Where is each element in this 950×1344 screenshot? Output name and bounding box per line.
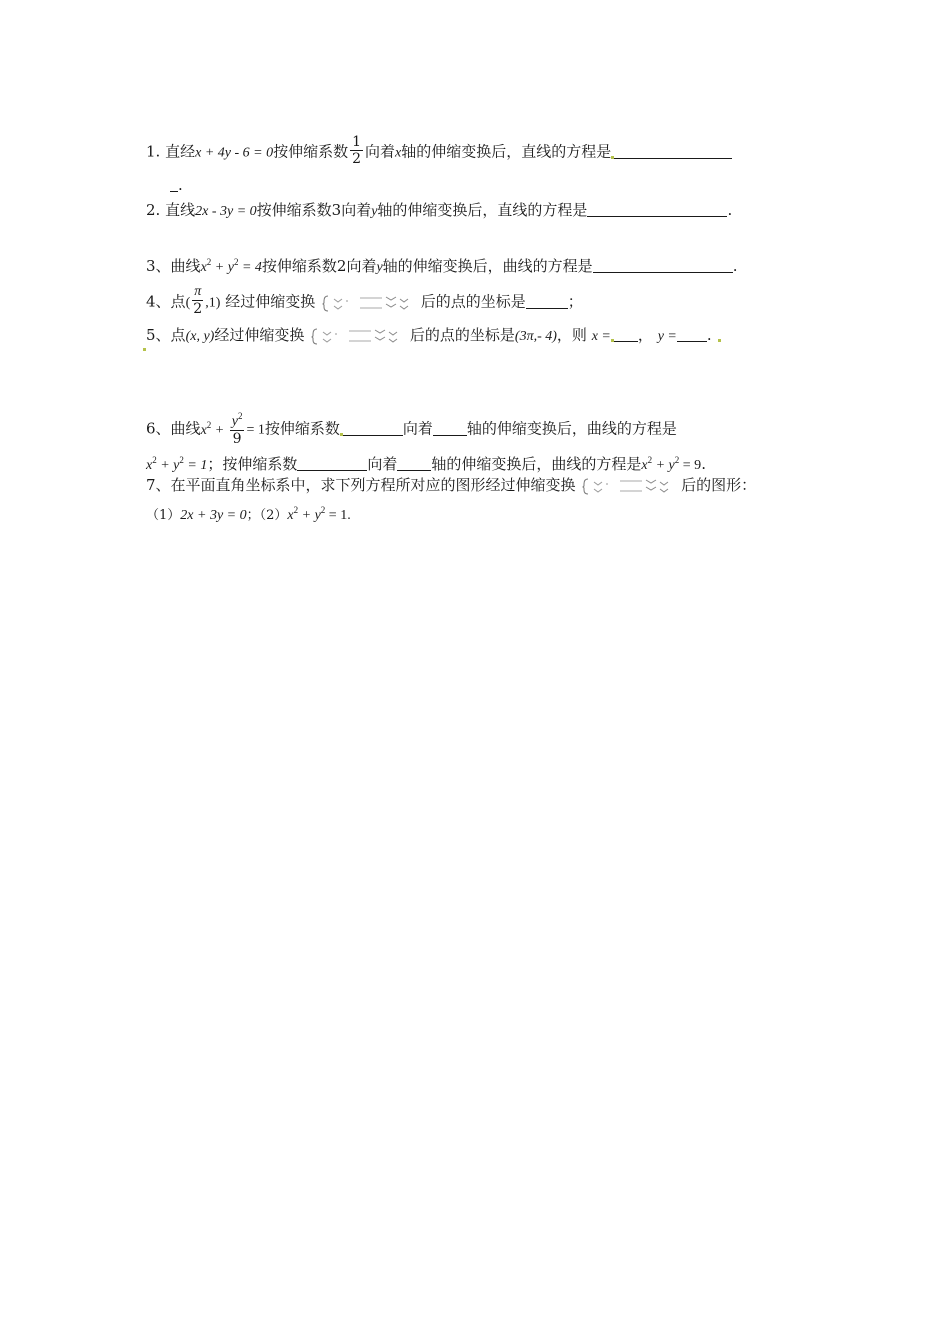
equation: x + 4y - 6 = 0 (195, 145, 274, 161)
question-6-line-2: $x^2 + y^2 = 1$；按伸缩系数 向着 轴的伸缩变换后，曲线的方程是$x^2 + y^2 = 9$. (146, 455, 706, 473)
answer-blank[interactable] (170, 177, 178, 192)
fraction: $\frac{1}{2}$ (352, 134, 362, 167)
answer-blank[interactable] (343, 421, 403, 436)
question-5: 5、点(x, y)经过伸缩变换 后的点的坐标是(3π,- 4)，则 x = ， y = . (146, 325, 721, 347)
question-7: 7、在平面直角坐标系中，求下列方程所对应的图形经过伸缩变换 后的图形： (146, 476, 757, 494)
transformation-formula-image (580, 476, 676, 496)
marker-dot (143, 348, 146, 351)
equation: $x^2 + y^2 = 4$ (200, 257, 262, 275)
question-4: 4、点( $\frac{\pi}{2}$ ,1) 经过伸缩变换 后的点的坐标是 ； (146, 284, 583, 317)
answer-blank-y[interactable] (677, 327, 707, 342)
answer-blank-x[interactable] (614, 327, 638, 342)
question-3: 3、曲线$x^2 + y^2 = 4$按伸缩系数2向着y轴的伸缩变换后，曲线的方程是 . (146, 257, 738, 275)
transformation-formula-image (309, 326, 405, 346)
answer-blank[interactable] (433, 421, 467, 436)
answer-blank[interactable] (587, 202, 727, 217)
question-6: 6、曲线$x^2$ + $\frac{y^2}{9}$ = 1按伸缩系数 向着 轴的伸缩变换后，曲线的方程是 (146, 410, 677, 449)
question-2: 2. 直线2x - 3y = 0按伸缩系数3向着y轴的伸缩变换后，直线的方程是 . (146, 201, 733, 219)
answer-blank[interactable] (593, 258, 733, 273)
transformation-formula-image (320, 293, 416, 313)
question-number: 3 (146, 257, 156, 275)
question-number: 4 (146, 292, 156, 311)
question-number: 6 (146, 419, 156, 438)
marker-dot (718, 339, 721, 342)
question-1-continuation: . (170, 175, 183, 195)
question-7-subparts: （1）2x + 3y = 0；$(2)x^2 + y^2 = 1$. (146, 505, 351, 523)
answer-blank[interactable] (297, 456, 367, 471)
answer-blank[interactable] (526, 294, 568, 309)
fraction: $\frac{\pi}{2}$ (193, 284, 203, 317)
question-number: 1 (146, 142, 156, 161)
question-1: 1. 直经x + 4y - 6 = 0按伸缩系数 $\frac{1}{2}$ 向着x轴的伸缩变换后，直线的方程是 (146, 136, 732, 169)
answer-blank[interactable] (614, 144, 732, 159)
answer-blank[interactable] (397, 456, 431, 471)
fraction: $\frac{y^2}{9}$ (230, 408, 245, 447)
question-number: 7 (146, 476, 156, 494)
equation: 2x - 3y = 0 (195, 204, 257, 219)
question-number: 5 (146, 326, 156, 344)
question-number: 2 (146, 201, 156, 219)
